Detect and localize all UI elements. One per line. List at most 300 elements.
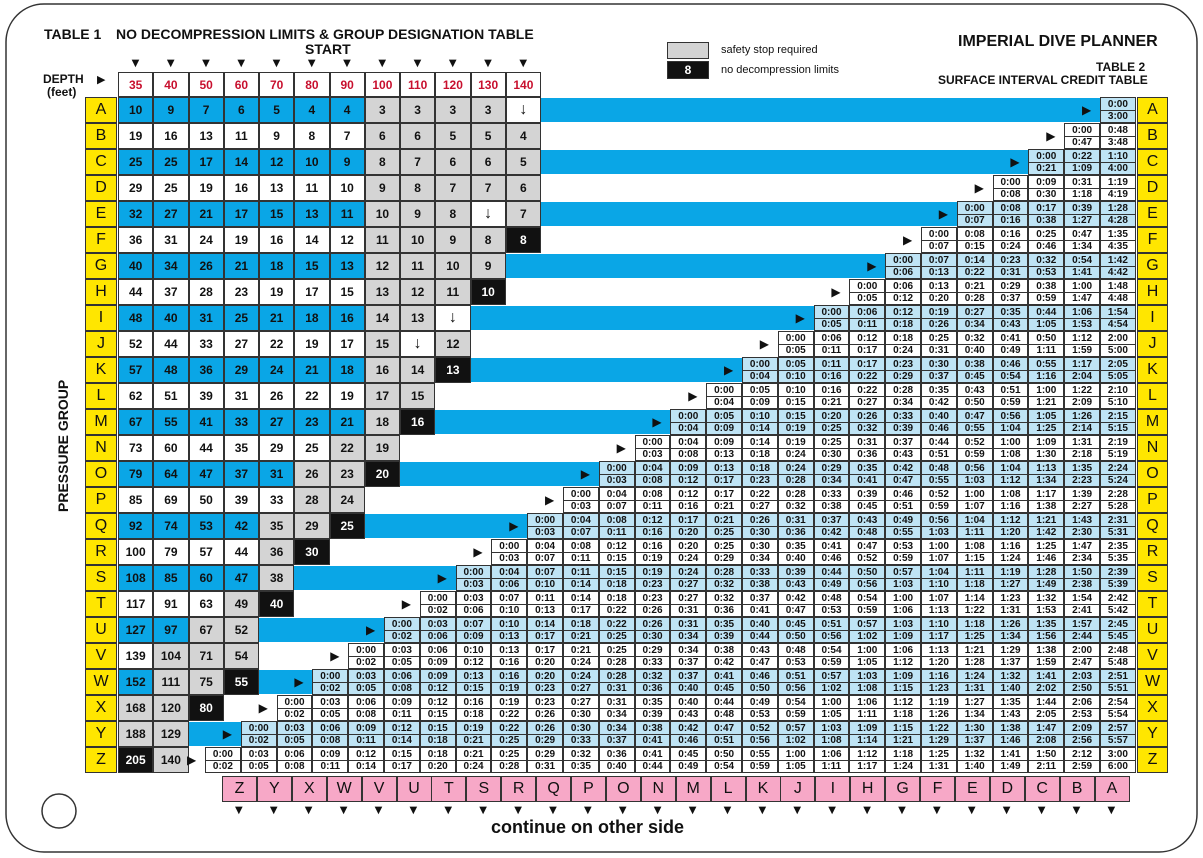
interval-end: 0:17 bbox=[857, 344, 878, 356]
interval-end: 5:19 bbox=[1107, 448, 1128, 460]
new-group-cell: K bbox=[746, 776, 781, 802]
interval-start: 0:25 bbox=[1029, 229, 1063, 241]
interval-start: 2:42 bbox=[1101, 593, 1135, 605]
surface-interval-cell bbox=[456, 643, 492, 669]
interval-end: 2:23 bbox=[1072, 474, 1093, 486]
continue-arrow-icon: ▼ bbox=[409, 805, 418, 816]
interval-end: 1:27 bbox=[1072, 214, 1093, 226]
interval-end: 0:24 bbox=[785, 448, 806, 460]
surface-interval-cell bbox=[670, 591, 706, 617]
interval-end: 0:13 bbox=[714, 448, 735, 460]
surface-interval-cell bbox=[599, 747, 635, 773]
safety-stop-cell: 22 bbox=[330, 435, 365, 461]
surface-interval-cell bbox=[635, 669, 671, 695]
interval-end: 0:09 bbox=[749, 396, 770, 408]
interval-start: 0:09 bbox=[313, 749, 347, 761]
interval-start: 0:12 bbox=[671, 489, 705, 501]
interval-start: 1:07 bbox=[922, 593, 956, 605]
interval-start: 0:05 bbox=[707, 411, 741, 423]
interval-end: 3:00 bbox=[1107, 110, 1128, 122]
interval-start: 0:34 bbox=[600, 723, 634, 735]
ndl-cell: 37 bbox=[153, 279, 188, 305]
safety-stop-cell: 6 bbox=[506, 175, 541, 201]
surface-interval-cell bbox=[1100, 487, 1136, 513]
ndl-cell: 27 bbox=[153, 201, 188, 227]
interval-end: 0:23 bbox=[535, 682, 556, 694]
surface-interval-cell bbox=[814, 487, 850, 513]
interval-end: 0:11 bbox=[571, 552, 591, 564]
interval-start: 0:11 bbox=[528, 593, 562, 605]
safety-stop-cell: 14 bbox=[365, 305, 400, 331]
surface-interval-cell bbox=[814, 331, 850, 357]
group-label-right: C bbox=[1137, 149, 1168, 175]
interval-end: 0:19 bbox=[499, 682, 520, 694]
surface-interval-cell bbox=[527, 747, 563, 773]
interval-start: 0:09 bbox=[707, 437, 741, 449]
ndl-cell: 52 bbox=[118, 331, 153, 357]
surface-interval-cell bbox=[993, 669, 1029, 695]
ndl-cell: 33 bbox=[224, 409, 259, 435]
interval-end: 2:56 bbox=[1072, 734, 1093, 746]
surface-interval-cell bbox=[420, 617, 456, 643]
interval-start: 2:09 bbox=[1065, 723, 1099, 735]
safety-stop-cell: 8 bbox=[365, 149, 400, 175]
safety-stop-cell: 7 bbox=[471, 175, 506, 201]
interval-end: 0:46 bbox=[928, 422, 949, 434]
table2-title: TABLE 2 bbox=[1096, 60, 1146, 74]
interval-start: 0:19 bbox=[922, 307, 956, 319]
surface-interval-cell bbox=[814, 695, 850, 721]
surface-interval-cell bbox=[563, 617, 599, 643]
interval-end: 0:59 bbox=[749, 760, 770, 772]
interval-start: 1:00 bbox=[779, 749, 813, 761]
surface-interval-cell bbox=[1028, 721, 1064, 747]
surface-interval-cell bbox=[420, 591, 456, 617]
ndl-cell: 7 bbox=[330, 123, 365, 149]
interval-start: 0:29 bbox=[528, 749, 562, 761]
group-label-left: A bbox=[85, 97, 117, 123]
surface-interval-cell bbox=[1100, 357, 1136, 383]
interval-start: 0:56 bbox=[922, 515, 956, 527]
interval-start: 0:04 bbox=[528, 541, 562, 553]
interval-end: 5:39 bbox=[1107, 578, 1128, 590]
interval-start: 0:36 bbox=[600, 749, 634, 761]
interval-start: 0:16 bbox=[636, 541, 670, 553]
interval-end: 0:20 bbox=[427, 760, 448, 772]
interval-start: 1:05 bbox=[1029, 411, 1063, 423]
interval-end: 0:21 bbox=[1036, 162, 1057, 174]
interval-end: 1:05 bbox=[821, 708, 842, 720]
interval-start: 0:10 bbox=[743, 411, 777, 423]
interval-end: 0:26 bbox=[928, 318, 949, 330]
surface-interval-cell bbox=[563, 669, 599, 695]
interval-start: 0:38 bbox=[958, 359, 992, 371]
interval-end: 0:49 bbox=[821, 578, 842, 590]
surface-interval-cell bbox=[312, 695, 348, 721]
surface-interval-cell bbox=[456, 669, 492, 695]
surface-interval-cell bbox=[814, 617, 850, 643]
interval-end: 0:48 bbox=[714, 708, 735, 720]
interval-start: 0:38 bbox=[636, 723, 670, 735]
row-arrow-icon: ▶ bbox=[724, 363, 734, 377]
surface-interval-cell bbox=[348, 643, 384, 669]
group-label-left: V bbox=[85, 643, 117, 669]
interval-start: 0:29 bbox=[815, 463, 849, 475]
surface-interval-cell bbox=[1064, 175, 1100, 201]
ndl-cell: 14 bbox=[294, 227, 329, 253]
safety-stop-cell: 12 bbox=[400, 279, 435, 305]
group-label-right: T bbox=[1137, 591, 1168, 617]
surface-interval-cell bbox=[599, 539, 635, 565]
safety-arrow-icon: ↓ bbox=[506, 97, 541, 123]
interval-end: 0:28 bbox=[785, 474, 806, 486]
row-arrow-icon: ▶ bbox=[222, 727, 233, 741]
interval-end: 0:41 bbox=[857, 474, 878, 486]
interval-start: 2:10 bbox=[1101, 385, 1135, 397]
safety-stop-cell: 67 bbox=[189, 617, 224, 643]
ndl-cell: 25 bbox=[153, 175, 188, 201]
row-arrow-icon: ▶ bbox=[652, 415, 662, 429]
interval-start: 1:00 bbox=[994, 437, 1028, 449]
surface-interval-cell bbox=[957, 539, 993, 565]
surface-interval-cell bbox=[635, 617, 671, 643]
surface-interval-cell bbox=[706, 643, 742, 669]
interval-start: 0:20 bbox=[528, 671, 562, 683]
interval-start: 0:29 bbox=[994, 281, 1028, 293]
group-label-right: H bbox=[1137, 279, 1168, 305]
interval-start: 0:34 bbox=[671, 645, 705, 657]
interval-end: 0:15 bbox=[606, 552, 627, 564]
interval-end: 0:59 bbox=[928, 500, 949, 512]
group-label-left: W bbox=[85, 669, 117, 695]
safety-stop-cell: 29 bbox=[294, 513, 329, 539]
interval-end: 0:51 bbox=[714, 734, 735, 746]
surface-interval-cell bbox=[706, 383, 742, 409]
interval-start: 1:47 bbox=[1065, 541, 1099, 553]
interval-end: 1:27 bbox=[1000, 578, 1021, 590]
new-group-cell: Y bbox=[257, 776, 292, 802]
group-label-right: U bbox=[1137, 617, 1168, 643]
surface-interval-cell bbox=[527, 565, 563, 591]
surface-interval-cell bbox=[993, 279, 1029, 305]
interval-end: 0:36 bbox=[785, 526, 806, 538]
interval-start: 0:49 bbox=[743, 697, 777, 709]
interval-end: 0:08 bbox=[320, 734, 341, 746]
interval-end: 0:48 bbox=[857, 526, 878, 538]
ndl-cell: 21 bbox=[259, 305, 294, 331]
ndl-cell: 15 bbox=[294, 253, 329, 279]
interval-end: 0:34 bbox=[893, 396, 914, 408]
ndl-cell: 9 bbox=[330, 149, 365, 175]
surface-interval-cell bbox=[670, 565, 706, 591]
ndl-cell: 18 bbox=[259, 253, 294, 279]
interval-start: 1:00 bbox=[850, 645, 884, 657]
surface-interval-cell bbox=[348, 747, 384, 773]
interval-end: 0:10 bbox=[499, 604, 520, 616]
interval-start: 0:00 bbox=[815, 307, 849, 319]
start-arrow-icon: ▼ bbox=[272, 58, 281, 69]
row-arrow-icon: ▶ bbox=[401, 597, 412, 611]
interval-end: 2:53 bbox=[1072, 708, 1093, 720]
interval-start: 2:12 bbox=[1065, 749, 1099, 761]
interval-start: 0:27 bbox=[671, 593, 705, 605]
interval-end: 0:07 bbox=[606, 500, 627, 512]
ndl-cell: 11 bbox=[330, 201, 365, 227]
interval-start: 0:15 bbox=[385, 749, 419, 761]
interval-end: 0:16 bbox=[821, 370, 842, 382]
surface-interval-cell bbox=[1100, 591, 1136, 617]
interval-start: 0:38 bbox=[707, 645, 741, 657]
surface-interval-cell bbox=[670, 435, 706, 461]
depth-pointer-icon: ▶ bbox=[97, 73, 106, 86]
surface-interval-cell bbox=[921, 461, 957, 487]
interval-end: 2:08 bbox=[1036, 734, 1057, 746]
ndl-cell: 41 bbox=[189, 409, 224, 435]
interval-end: 0:20 bbox=[535, 656, 556, 668]
surface-interval-cell bbox=[957, 695, 993, 721]
ndl-cell: 21 bbox=[224, 253, 259, 279]
interval-start: 2:03 bbox=[1065, 671, 1099, 683]
depth-header-cell: 120 bbox=[435, 72, 470, 97]
interval-start: 1:24 bbox=[958, 671, 992, 683]
surface-interval-cell bbox=[814, 383, 850, 409]
start-arrow-icon: ▼ bbox=[237, 58, 246, 69]
interval-start: 0:18 bbox=[421, 749, 455, 761]
surface-interval-cell bbox=[599, 565, 635, 591]
surface-interval-cell bbox=[885, 409, 921, 435]
new-group-cell: U bbox=[397, 776, 432, 802]
surface-interval-cell bbox=[885, 253, 921, 279]
ndl-cell: 35 bbox=[224, 435, 259, 461]
interval-start: 0:31 bbox=[779, 515, 813, 527]
interval-end: 1:16 bbox=[1000, 500, 1021, 512]
interval-start: 0:43 bbox=[743, 645, 777, 657]
interval-start: 1:06 bbox=[815, 749, 849, 761]
group-label-left: T bbox=[85, 591, 117, 617]
surface-interval-cell bbox=[778, 617, 814, 643]
surface-interval-cell bbox=[670, 747, 706, 773]
interval-start: 1:19 bbox=[922, 697, 956, 709]
interval-start: 0:54 bbox=[1065, 255, 1099, 267]
surface-interval-cell bbox=[957, 617, 993, 643]
interval-end: 0:27 bbox=[678, 578, 699, 590]
interval-end: 0:59 bbox=[785, 708, 806, 720]
interval-end: 0:03 bbox=[535, 526, 556, 538]
interval-start: 0:00 bbox=[994, 177, 1028, 189]
group-label-left: X bbox=[85, 695, 117, 721]
interval-start: 0:14 bbox=[564, 593, 598, 605]
interval-end: 1:02 bbox=[857, 630, 878, 642]
surface-interval-cell bbox=[1064, 487, 1100, 513]
safety-stop-cell: 6 bbox=[365, 123, 400, 149]
interval-end: 0:46 bbox=[678, 734, 699, 746]
interval-start: 0:32 bbox=[958, 333, 992, 345]
row-arrow-icon: ▶ bbox=[795, 311, 805, 325]
row-arrow-icon: ▶ bbox=[1082, 103, 1092, 117]
surface-interval-cell bbox=[1064, 539, 1100, 565]
surface-interval-cell bbox=[778, 461, 814, 487]
interval-end: 1:34 bbox=[1036, 474, 1057, 486]
ndl-cell: 18 bbox=[294, 305, 329, 331]
interval-start: 1:47 bbox=[1029, 723, 1063, 735]
depth-header-cell: 70 bbox=[259, 72, 294, 97]
group-label-right: Q bbox=[1137, 513, 1168, 539]
interval-start: 1:50 bbox=[1029, 749, 1063, 761]
group-label-left: R bbox=[85, 539, 117, 565]
ndl-cell: 13 bbox=[294, 201, 329, 227]
interval-start: 0:22 bbox=[492, 723, 526, 735]
surface-interval-cell bbox=[1064, 305, 1100, 331]
interval-start: 1:41 bbox=[1029, 671, 1063, 683]
interval-start: 1:35 bbox=[1065, 463, 1099, 475]
interval-start: 0:00 bbox=[671, 411, 705, 423]
surface-interval-cell bbox=[491, 565, 527, 591]
surface-interval-cell bbox=[1028, 253, 1064, 279]
surface-interval-cell bbox=[993, 175, 1029, 201]
ndl-cell: 18 bbox=[330, 357, 365, 383]
surface-interval-cell bbox=[1100, 565, 1136, 591]
surface-interval-cell bbox=[885, 513, 921, 539]
continue-arrow-icon: ▼ bbox=[618, 805, 627, 816]
interval-start: 1:35 bbox=[994, 697, 1028, 709]
group-label-right: N bbox=[1137, 435, 1168, 461]
ndl-cell: 19 bbox=[224, 227, 259, 253]
surface-interval-cell bbox=[921, 279, 957, 305]
interval-end: 2:18 bbox=[1072, 448, 1093, 460]
surface-interval-cell bbox=[1028, 487, 1064, 513]
interval-end: 0:11 bbox=[356, 734, 376, 746]
interval-end: 2:59 bbox=[1072, 760, 1093, 772]
depth-label: DEPTH bbox=[43, 72, 84, 86]
safety-stop-cell: 15 bbox=[400, 383, 435, 409]
continue-arrow-icon: ▼ bbox=[479, 805, 487, 816]
ndl-cell: 62 bbox=[118, 383, 153, 409]
interval-start: 0:18 bbox=[743, 463, 777, 475]
surface-interval-cell bbox=[778, 669, 814, 695]
interval-end: 5:57 bbox=[1107, 734, 1128, 746]
interval-start: 0:00 bbox=[242, 723, 276, 735]
start-arrow-icon: ▼ bbox=[202, 58, 210, 69]
surface-interval-cell bbox=[1064, 721, 1100, 747]
surface-interval-cell bbox=[957, 383, 993, 409]
new-group-cell: H bbox=[850, 776, 885, 802]
interval-start: 1:08 bbox=[958, 541, 992, 553]
interval-start: 0:25 bbox=[707, 541, 741, 553]
interval-start: 0:18 bbox=[564, 619, 598, 631]
row-arrow-icon: ▶ bbox=[294, 675, 304, 689]
ndl-cell: 31 bbox=[259, 461, 294, 487]
surface-interval-cell bbox=[849, 695, 885, 721]
surface-interval-cell bbox=[957, 331, 993, 357]
surface-interval-cell bbox=[1064, 695, 1100, 721]
interval-start: 0:14 bbox=[743, 437, 777, 449]
new-group-cell: F bbox=[920, 776, 955, 802]
interval-start: 0:57 bbox=[850, 619, 884, 631]
surface-interval-cell bbox=[277, 695, 313, 721]
surface-interval-cell bbox=[814, 721, 850, 747]
interval-start: 0:31 bbox=[671, 619, 705, 631]
interval-end: 0:13 bbox=[535, 604, 556, 616]
interval-end: 1:16 bbox=[1036, 370, 1057, 382]
interval-start: 0:00 bbox=[743, 359, 777, 371]
interval-start: 0:09 bbox=[1029, 177, 1063, 189]
interval-start: 1:04 bbox=[994, 463, 1028, 475]
ndl-cell: 9 bbox=[259, 123, 294, 149]
interval-start: 0:29 bbox=[636, 645, 670, 657]
interval-end: 0:16 bbox=[678, 500, 699, 512]
interval-start: 0:28 bbox=[886, 385, 920, 397]
safety-stop-cell: 35 bbox=[259, 513, 294, 539]
interval-end: 1:25 bbox=[964, 630, 985, 642]
interval-end: 1:03 bbox=[928, 526, 949, 538]
new-group-cell: B bbox=[1060, 776, 1095, 802]
continue-arrow-icon: ▼ bbox=[967, 805, 976, 816]
interval-start: 0:57 bbox=[815, 671, 849, 683]
interval-end: 5:24 bbox=[1107, 474, 1128, 486]
interval-end: 0:20 bbox=[678, 526, 699, 538]
interval-end: 0:38 bbox=[821, 500, 842, 512]
ndl-cell: 9 bbox=[153, 97, 188, 123]
surface-interval-cell bbox=[706, 409, 742, 435]
interval-end: 0:03 bbox=[463, 578, 484, 590]
group-label-left: K bbox=[85, 357, 117, 383]
surface-interval-cell bbox=[921, 721, 957, 747]
interval-start: 0:13 bbox=[492, 645, 526, 657]
safety-stop-cell: 18 bbox=[365, 409, 400, 435]
interval-start: 1:19 bbox=[994, 567, 1028, 579]
row-arrow-icon: ▶ bbox=[903, 233, 913, 247]
interval-start: 1:31 bbox=[1065, 437, 1099, 449]
continue-arrow-icon: ▼ bbox=[269, 805, 278, 816]
surface-interval-cell bbox=[1028, 617, 1064, 643]
interval-end: 0:12 bbox=[678, 474, 699, 486]
interval-end: 1:37 bbox=[1000, 656, 1021, 668]
interval-end: 0:50 bbox=[749, 682, 770, 694]
surface-interval-cell bbox=[849, 591, 885, 617]
interval-start: 1:19 bbox=[1101, 177, 1135, 189]
interval-end: 0:08 bbox=[678, 448, 699, 460]
ndl-limit-cell: 40 bbox=[259, 591, 294, 617]
surface-interval-cell bbox=[1028, 227, 1064, 253]
interval-start: 0:04 bbox=[600, 489, 634, 501]
interval-end: 0:24 bbox=[570, 656, 591, 668]
interval-start: 0:24 bbox=[671, 567, 705, 579]
new-group-cell: L bbox=[711, 776, 746, 802]
interval-start: 1:00 bbox=[815, 697, 849, 709]
surface-interval-cell bbox=[1100, 123, 1136, 149]
safety-stop-cell: 9 bbox=[435, 227, 470, 253]
surface-interval-cell bbox=[885, 461, 921, 487]
interval-end: 0:47 bbox=[893, 474, 914, 486]
interval-end: 1:22 bbox=[964, 604, 985, 616]
surface-interval-cell bbox=[778, 747, 814, 773]
row-arrow-icon: ▶ bbox=[831, 285, 841, 299]
group-label-right: M bbox=[1137, 409, 1168, 435]
interval-end: 0:04 bbox=[714, 396, 735, 408]
surface-interval-cell bbox=[635, 591, 671, 617]
interval-start: 0:03 bbox=[349, 671, 383, 683]
interval-end: 1:02 bbox=[785, 734, 806, 746]
new-group-cell: Z bbox=[222, 776, 257, 802]
surface-interval-cell bbox=[599, 643, 635, 669]
safety-stop-cell: 71 bbox=[189, 643, 224, 669]
interval-end: 0:21 bbox=[463, 734, 484, 746]
interval-start: 0:21 bbox=[707, 515, 741, 527]
interval-end: 0:53 bbox=[1036, 266, 1057, 278]
ndl-cell: 25 bbox=[118, 149, 153, 175]
interval-end: 0:33 bbox=[642, 656, 663, 668]
group-label-right: Z bbox=[1137, 747, 1168, 773]
